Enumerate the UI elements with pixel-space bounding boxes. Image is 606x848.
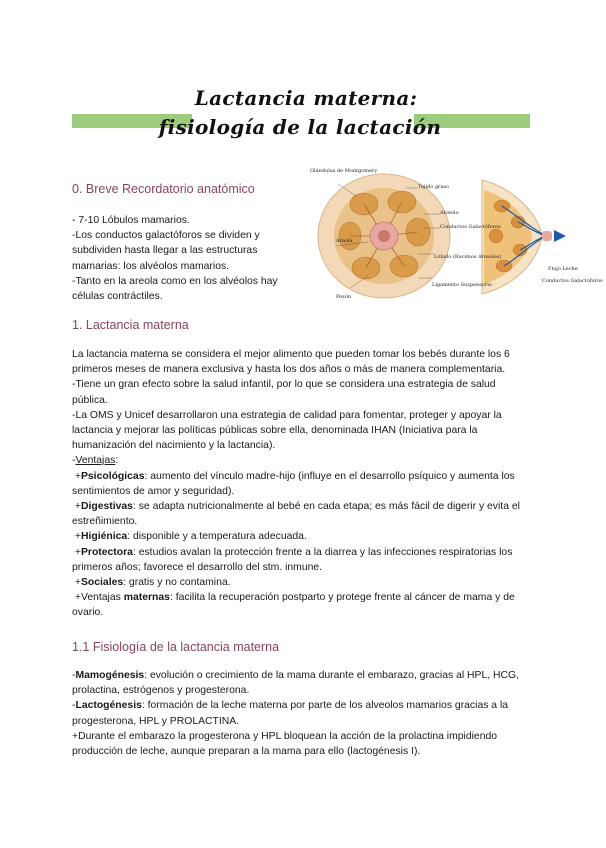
ventaja-item: [72, 499, 532, 529]
figure-label-pezon: Pezón: [336, 294, 351, 300]
ventaja-term: Protectora: [80, 546, 133, 558]
ventaja-item: [72, 469, 532, 499]
section-0-text: [72, 213, 300, 304]
title-line-2: fisiología de la lactación: [158, 115, 442, 139]
ventaja-prefix: +: [74, 531, 81, 543]
section-1-line: -La OMS y Unicef desarrollaron una estrategia de calidad para fomentar, proteger y apoyar la lactancia y mejorar las políticas públicas sobre ella, denominada IHAN (Iniciativa para la humanización del nacimiento y la lactancia).: [72, 409, 502, 452]
section-1-intro: La lactancia materna se considera el mejor alimento que pueden tomar los bebés durante los 6 primeros meses de manera exclusiva y hasta los dos años o más de manera complementaria.: [72, 349, 510, 376]
ventaja-prefix: +: [74, 501, 81, 513]
section-1-1-text: [72, 668, 532, 759]
figure-label-flujo: Flujo Leche: [548, 266, 578, 272]
ventaja-prefix: +: [74, 470, 81, 482]
ventaja-item: [72, 590, 532, 620]
ventaja-term: Higiénica: [80, 531, 128, 543]
figure-label-alveolo: Alvéolo: [440, 210, 459, 216]
section-0-line: -Los conductos galactóforos se dividen y subdividen hasta llegar a las estructuras mamarias: los alvéolos mamarios.: [72, 230, 260, 272]
ventaja-item: [72, 545, 532, 575]
ventaja-item: [72, 575, 532, 590]
fisiologia-term: Lactogénesis: [75, 700, 142, 712]
fisiologia-desc: : evolución o crecimiento de la mama durante el embarazo, gracias al HPL, HCG, prolactina, estrógenos y progesterona.: [72, 670, 520, 697]
ventaja-desc: : disponible y a temperatura adecuada.: [127, 531, 307, 543]
ventaja-desc: : facilita la recuperación postparto y protege frente al cáncer de mama y de ovario.: [72, 592, 515, 619]
section-1-line: -Tiene un gran efecto sobre la salud infantil, por lo que se considera una estrategia de salud pública.: [72, 379, 496, 406]
fisiologia-item: [72, 668, 532, 698]
title-line-1: Lactancia materna:: [194, 86, 418, 110]
fisiologia-prefix: -: [72, 700, 76, 712]
ventaja-term: Digestivas: [80, 501, 133, 513]
figure-label-conductos-2: Conductos Galactóforos: [542, 278, 603, 284]
figure-label-glandulas: Glándulas de Montgomery: [310, 168, 378, 174]
section-0-heading: 0. Breve Recordatorio anatómico: [72, 182, 255, 196]
section-1-1-heading: 1.1 Fisiología de la lactancia materna: [72, 640, 280, 654]
ventaja-desc: : se adapta nutricionalmente al bebé en cada etapa; es más fácil de digerir y evita el estreñimiento.: [72, 501, 520, 528]
section-1-text: [72, 347, 532, 621]
section-0-line: -Tanto en la areola como en los alvéolos hay células contráctiles.: [72, 275, 278, 303]
section-1-heading: 1. Lactancia materna: [72, 318, 189, 332]
title-banner: [0, 86, 600, 146]
ventaja-desc: : estudios avalan la protección frente a la diarrea y las infecciones respiratorias los primeros años; favorece el desarrollo del stm. inmune.: [72, 546, 513, 573]
figure-label-tejido: Tejido graso: [418, 184, 450, 190]
ventaja-prefix: +Ventajas: [74, 592, 124, 604]
ventajas-suffix: :: [115, 455, 119, 467]
ventajas-prefix: -: [72, 455, 76, 467]
breast-anatomy-illustration: [306, 166, 603, 304]
figure-label-conductos: Conductos Galactóforos: [440, 224, 501, 230]
ventaja-prefix: +: [74, 577, 81, 589]
fisiologia-note: +Durante el embarazo la progesterona y HPL bloquean la acción de la prolactina impidiendo producción de leche, aunque preparan a la mama para ello (lactogénesis I).: [72, 730, 498, 758]
ventaja-desc: : gratis y no contamina.: [123, 577, 231, 589]
ventaja-desc: : aumento del vínculo madre-hijo (influye en el desarrollo psíquico y aumenta los sentimientos de amor y seguridad).: [72, 470, 515, 497]
fisiologia-term: Mamogénesis: [75, 670, 145, 681]
ventajas-label: Ventajas: [75, 455, 116, 467]
ventaja-term: maternas: [123, 592, 170, 604]
ventaja-prefix: +: [74, 546, 81, 558]
ventajas-label-line: [72, 453, 532, 468]
ventaja-term: Sociales: [80, 577, 124, 589]
fisiologia-prefix: -: [72, 670, 76, 681]
figure-label-ligamento: Ligamento Suspensorio: [432, 282, 492, 288]
figure-label-areola: Areola: [336, 238, 353, 244]
ventaja-item: [72, 529, 532, 544]
fisiologia-desc: : formación de la leche materna por parte de los alveolos mamarios gracias a la progesterona, HPL y PROLACTINA.: [72, 700, 509, 727]
ventaja-term: Psicológicas: [80, 470, 145, 482]
section-0-line: - 7-10 Lóbulos mamarios.: [72, 215, 190, 226]
fisiologia-item: [72, 698, 532, 728]
breast-anatomy-figure: [306, 166, 603, 304]
figure-label-lobulo: Lóbulo (Racimos Alveolos): [434, 254, 502, 260]
